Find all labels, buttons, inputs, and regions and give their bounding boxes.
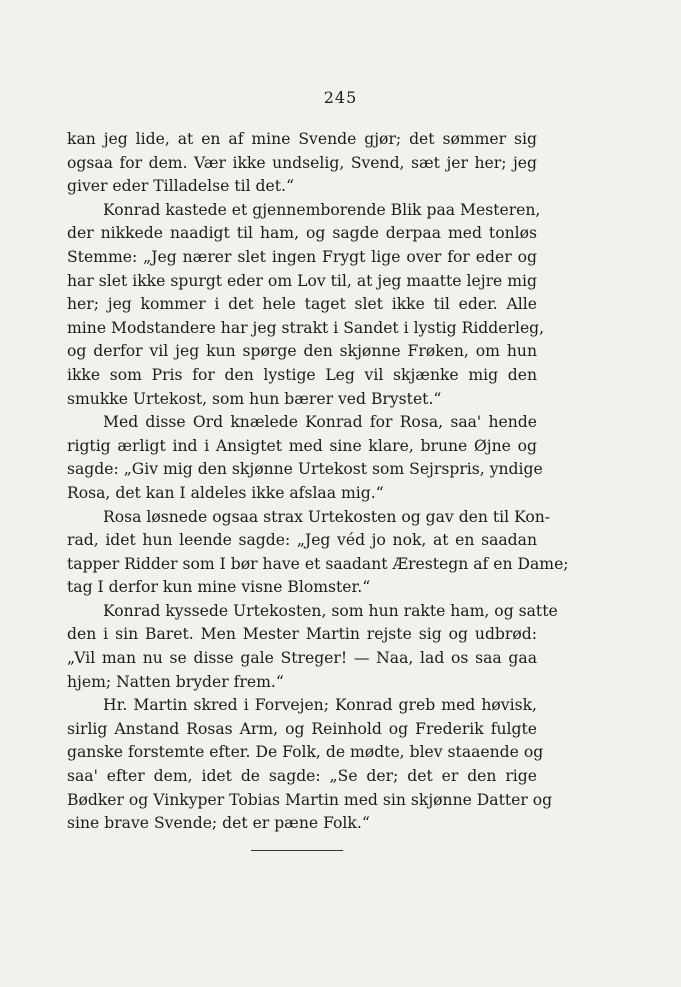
text-line: rad, idet hun leende sagde: „Jeg véd jo nok, at en saadan — [67, 531, 537, 550]
text-line: Med disse Ord knælede Konrad for Rosa, saa' hende — [103, 413, 537, 432]
text-line: rigtig ærligt ind i Ansigtet med sine klare, brune Øjne og — [67, 436, 537, 455]
text-line: sagde: „Giv mig den skjønne Urtekost som Sejrspris, yndige — [67, 460, 543, 479]
text-line: kan jeg lide, at en af mine Svende gjør; det sømmer sig — [67, 130, 537, 148]
page-number: 245 — [323, 88, 358, 107]
text-line: tag I derfor kun mine visne Blomster.“ — [67, 578, 371, 597]
text-line: og derfor vil jeg kun spørge den skjønne Frøken, om hun — [67, 342, 537, 361]
text-line: „Vil man nu se disse gale Streger! — Naa, lad os saa gaa — [67, 649, 537, 668]
text-line: mine Modstandere har jeg strakt i Sandet i lystig Ridderleg, — [67, 318, 545, 337]
text-line: Stemme: „Jeg nærer slet ingen Frygt lige over for eder og — [67, 247, 537, 266]
text-line: her; jeg kommer i det hele taget slet ikke til eder. Alle — [67, 295, 537, 314]
text-line: hjem; Natten bryder frem.“ — [67, 672, 284, 691]
text-line: der nikkede naadigt til ham, og sagde derpaa med tonløs — [67, 224, 537, 243]
text-line: ganske forstemte efter. De Folk, de mødte, blev staaende og — [67, 743, 544, 762]
body-text — [67, 128, 569, 836]
text-line: den i sin Baret. Men Mester Martin rejste sig og udbrød: — [67, 625, 537, 644]
text-line: Hr. Martin skred i Forvejen; Konrad greb med høvisk, — [103, 696, 537, 715]
text-line: giver eder Tilladelse til det.“ — [67, 177, 294, 196]
text-line: ikke som Pris for den lystige Leg vil skjænke mig den — [67, 365, 537, 384]
text-line: tapper Ridder som I bør have et saadant Ærestegn af en Dame; — [67, 554, 569, 573]
text-line: Bødker og Vinkyper Tobias Martin med sin skjønne Datter og — [67, 790, 553, 809]
text-line: Rosa løsnede ogsaa strax Urtekosten og gav den til Kon- — [103, 507, 551, 526]
text-line: saa' efter dem, idet de sagde: „Se der; det er den rige — [67, 767, 537, 786]
end-rule — [251, 850, 343, 851]
text-line: smukke Urtekost, som hun bærer ved Brystet.“ — [67, 389, 442, 408]
text-line: ogsaa for dem. Vær ikke undselig, Svend, sæt jer her; jeg — [67, 153, 537, 172]
text-line: sirlig Anstand Rosas Arm, og Reinhold og Frederik fulgte — [67, 719, 537, 738]
text-line: Rosa, det kan I aldeles ikke afslaa mig.“ — [67, 483, 384, 502]
text-line: Konrad kyssede Urtekosten, som hun rakte ham, og satte — [103, 601, 558, 620]
text-line: har slet ikke spurgt eder om Lov til, at jeg maatte lejre mig — [67, 271, 537, 290]
text-line: sine brave Svende; det er pæne Folk.“ — [67, 814, 370, 833]
text-line: Konrad kastede et gjennemborende Blik paa Mesteren, — [103, 200, 541, 219]
